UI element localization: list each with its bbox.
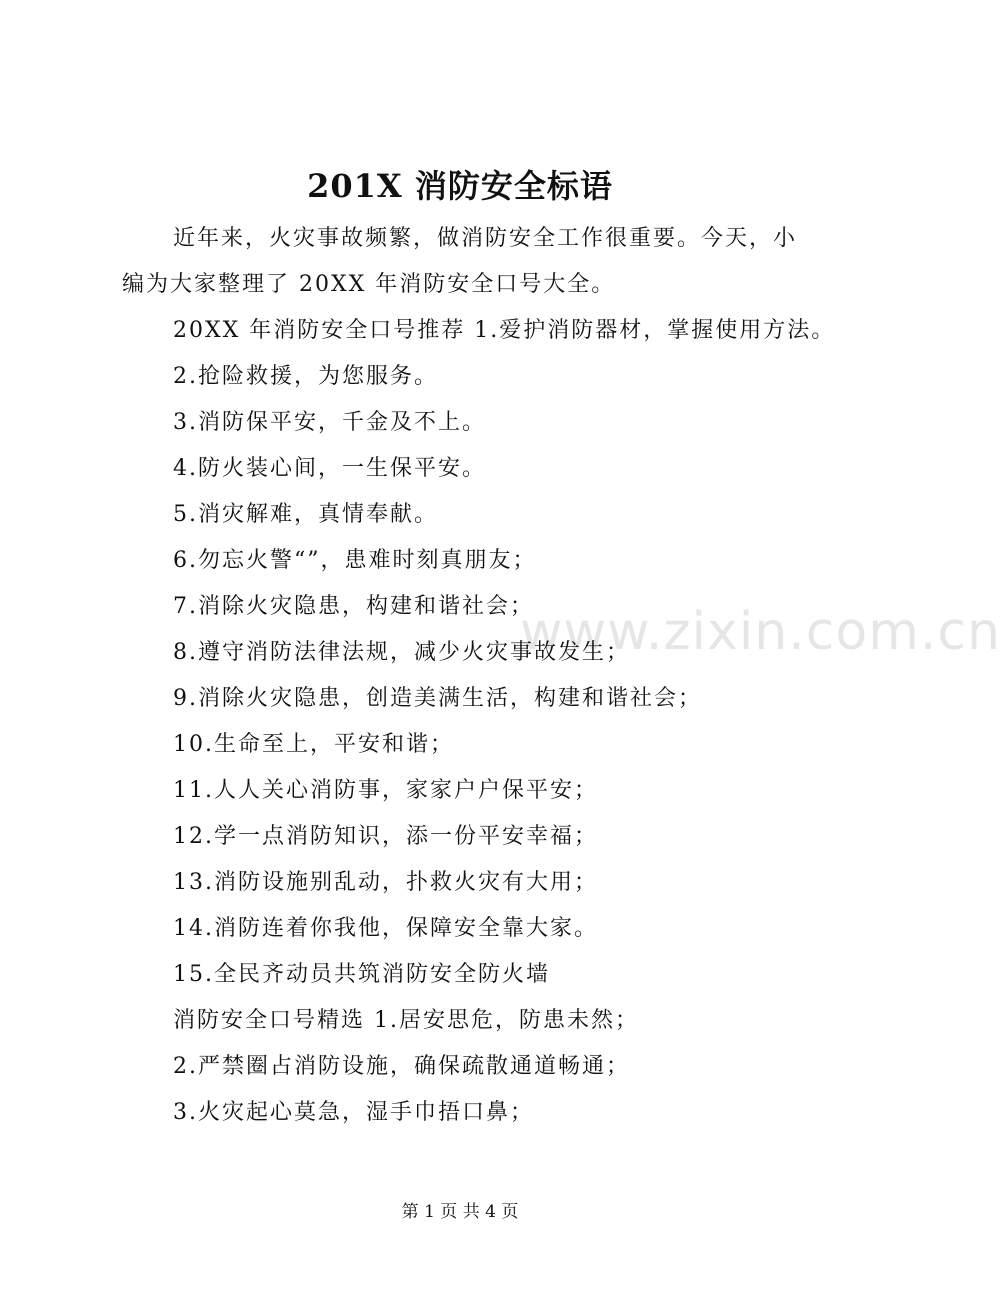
slogan-line: 15.全民齐动员共筑消防安全防火墙 (173, 962, 550, 987)
slogan-line: 3.消防保平安，千金及不上。 (173, 410, 486, 435)
slogan-line: 8.遵守消防法律法规，减少火灾事故发生； (173, 640, 630, 665)
paragraph-line: 消防安全口号精选 1.居安思危，防患未然； (173, 1008, 639, 1033)
paragraph-line: 20XX 年消防安全口号推荐 1.爱护消防器材，掌握使用方法。 (173, 318, 836, 343)
slogan-line: 5.消灾解难，真情奉献。 (173, 502, 438, 527)
page-footer: 第 1 页 共 4 页 (401, 1202, 519, 1222)
document-title: 201X 消防安全标语 (307, 167, 613, 205)
watermark: www.zixin.com.cn (520, 602, 1001, 662)
slogan-line: 3.火灾起心莫急，湿手巾捂口鼻； (173, 1100, 534, 1125)
slogan-line: 2.严禁圈占消防设施，确保疏散通道畅通； (173, 1054, 630, 1079)
slogan-line: 7.消除火灾隐患，构建和谐社会； (173, 594, 534, 619)
slogan-line: 9.消除火灾隐患，创造美满生活，构建和谐社会； (173, 686, 702, 711)
slogan-line: 6.勿忘火警“”，患难时刻真朋友； (173, 548, 537, 573)
slogan-line: 13.消防设施别乱动，扑救火灾有大用； (173, 870, 598, 895)
slogan-line: 10.生命至上，平安和谐； (173, 732, 454, 757)
slogan-line: 2.抢险救援，为您服务。 (173, 364, 438, 389)
paragraph-line: 近年来，火灾事故频繁，做消防安全工作很重要。今天，小 (173, 226, 798, 251)
slogan-line: 14.消防连着你我他，保障安全靠大家。 (173, 916, 598, 941)
slogan-line: 11.人人关心消防事，家家户户保平安； (173, 778, 598, 803)
slogan-line: 12.学一点消防知识，添一份平安幸福； (173, 824, 598, 849)
slogan-line: 4.防火装心间，一生保平安。 (173, 456, 486, 481)
paragraph-line: 编为大家整理了 20XX 年消防安全口号大全。 (122, 272, 616, 297)
